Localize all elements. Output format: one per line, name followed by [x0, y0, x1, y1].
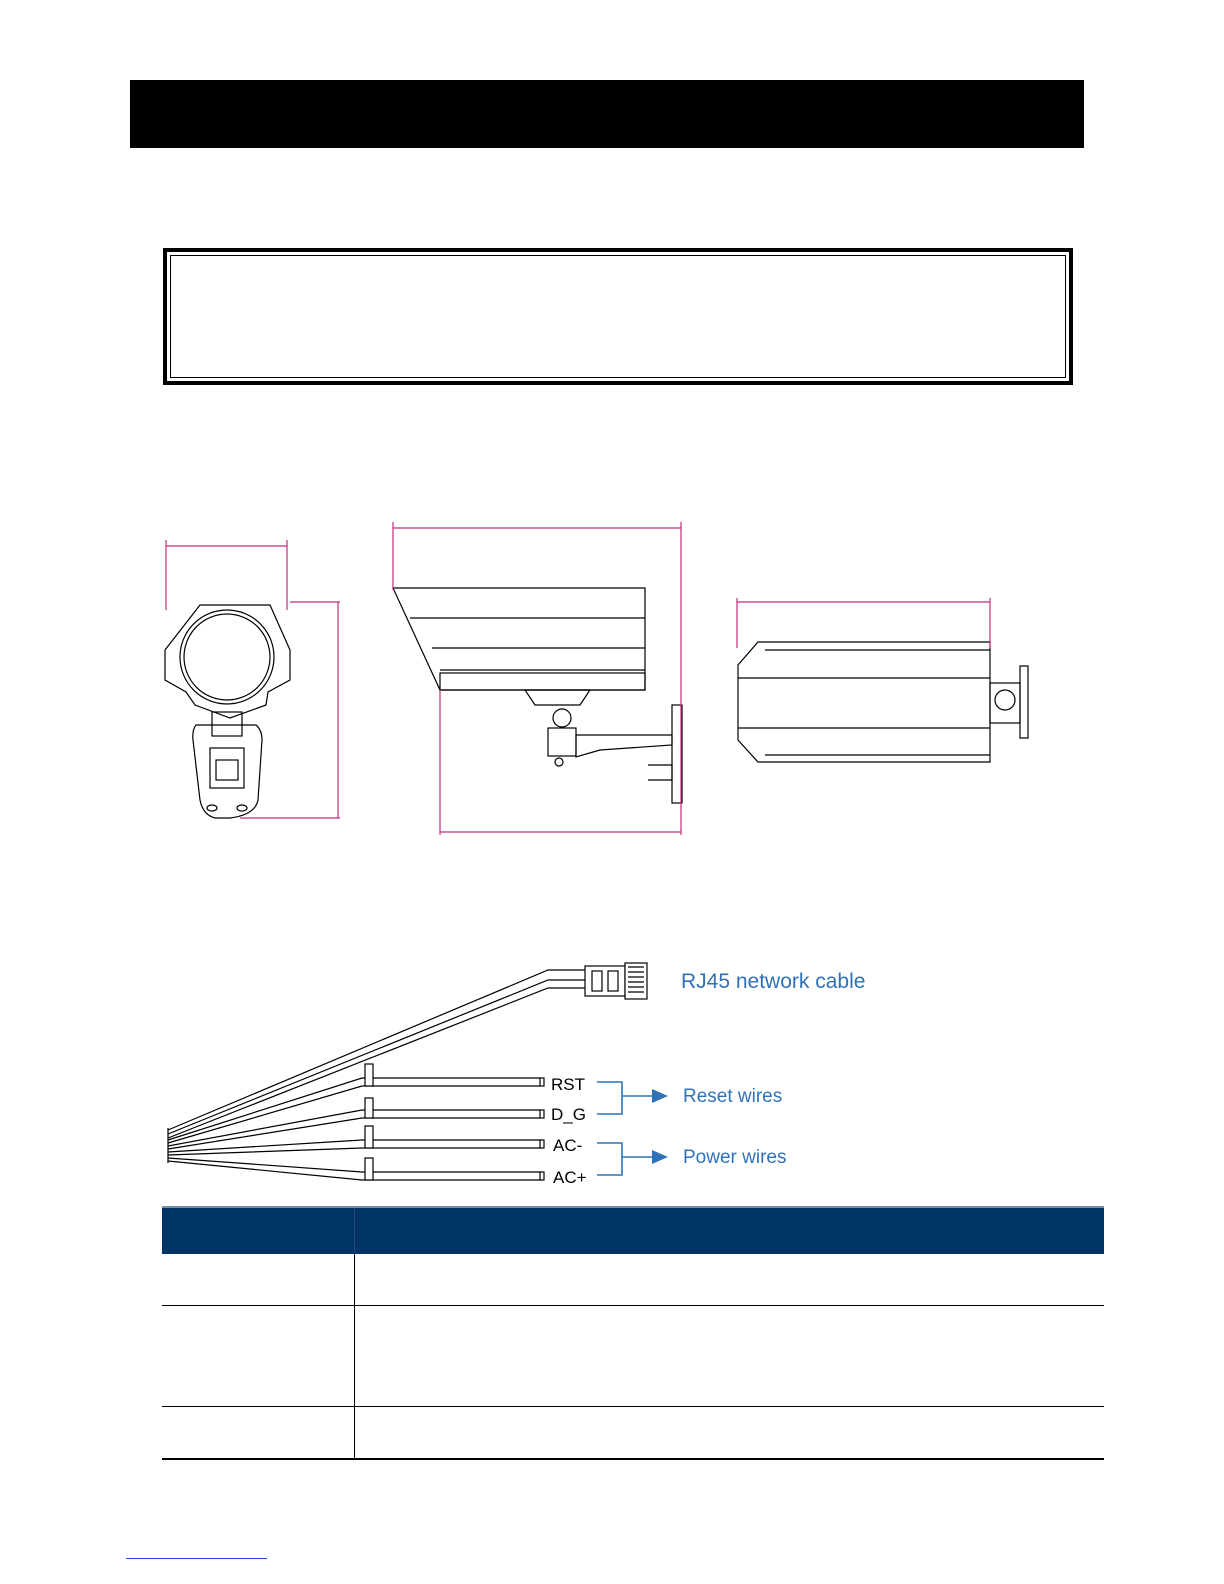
reset-arrow-icon	[652, 1089, 668, 1103]
reset-wires-label: Reset wires	[683, 1086, 783, 1107]
power-arrow-icon	[652, 1150, 668, 1164]
front-view-dimensions	[166, 540, 340, 818]
rj45-label: RJ45 network cable	[681, 970, 866, 993]
column-divider	[354, 1254, 355, 1305]
top-view	[738, 642, 1028, 762]
wire-label-ac-plus: AC+	[553, 1168, 587, 1187]
top-view-dimensions	[737, 598, 990, 648]
table-row	[162, 1407, 1104, 1460]
power-wires-label: Power wires	[683, 1147, 787, 1168]
wire-label-dg: D_G	[551, 1105, 586, 1124]
front-view	[165, 605, 290, 818]
column-divider	[354, 1208, 355, 1254]
wire-label-rst: RST	[551, 1075, 585, 1094]
side-view	[393, 588, 682, 803]
table-row	[162, 1306, 1104, 1407]
column-divider	[354, 1306, 355, 1406]
power-bracket	[597, 1143, 660, 1175]
wire-table	[162, 1206, 1104, 1460]
footer-link-underline	[126, 1558, 267, 1559]
side-view-dimensions	[393, 522, 681, 835]
reset-bracket	[597, 1082, 660, 1114]
table-header	[162, 1206, 1104, 1254]
wire-label-ac-minus: AC-	[553, 1136, 583, 1155]
table-row	[162, 1254, 1104, 1306]
column-divider	[354, 1407, 355, 1458]
